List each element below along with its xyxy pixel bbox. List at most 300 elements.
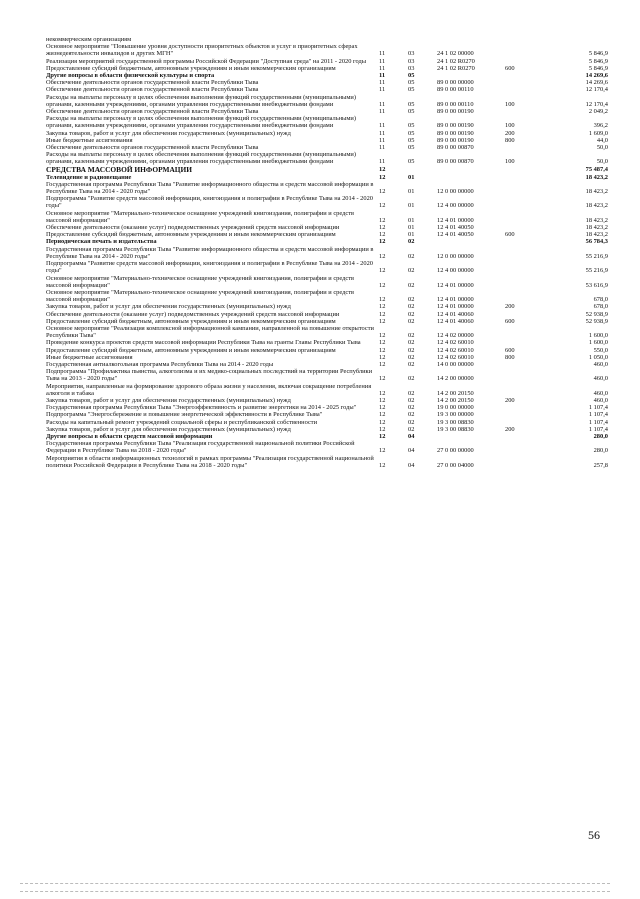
target-article-cell: 24 1 02 R0270 — [437, 64, 475, 72]
amount-cell: 460,0 — [593, 360, 608, 368]
expense-type-cell — [505, 181, 540, 195]
table-row — [46, 246, 608, 260]
table-row — [46, 151, 608, 165]
amount-cell: 56 784,3 — [585, 238, 608, 246]
row-name-cell: Государственная программа Республики Тыва "Энергоэффективность и развитие энергетики на 2014 - 2025 годы" — [46, 404, 357, 412]
row-name-cell: Телевидение и радиовещание — [46, 173, 132, 181]
target-article-cell: 14 2 00 20150 — [437, 396, 474, 404]
expense-type-cell — [505, 144, 540, 151]
amount-cell: 18 423,2 — [585, 216, 608, 224]
row-name-cell: Обеспечение деятельности (оказание услуг) подведомственных учреждений средств массовой информации — [46, 310, 340, 318]
scan-artifact-line — [20, 891, 610, 892]
subsection-code-cell: 05 — [408, 144, 415, 152]
table-row — [46, 108, 608, 115]
row-name-cell: Закупка товаров, работ и услуг для обеспечения государственных (муниципальных) нужд — [46, 396, 291, 404]
subsection-code-cell: 05 — [408, 86, 415, 94]
section-code-cell: 12 — [379, 432, 386, 440]
subsection-code-cell: 02 — [408, 317, 415, 325]
amount-cell: 678,0 — [593, 296, 608, 304]
row-name-cell: Мероприятия в области информационных технологий в рамках программы "Реализация государственной национальной политики Российской Федерации в Республике Тыва на 2018 - 2020 годы" — [46, 454, 374, 469]
row-name-cell: Основное мероприятие "Материально-техническое оснащение учреждений книгоиздания, полиграфии и средств массовой информации" — [46, 209, 355, 224]
expense-type-cell: 200 — [505, 303, 515, 311]
row-name-cell: Основное мероприятие "Материально-техническое оснащение учреждений книгоиздания, полиграфии и средств массовой информации" — [46, 274, 355, 289]
subsection-code-cell: 05 — [408, 72, 415, 80]
section-code-cell: 12 — [379, 375, 386, 383]
subsection-code-cell: 02 — [408, 396, 415, 404]
row-name-cell: Проведение конкурса проектов средств массовой информации Республики Тыва на гранты Главы Республики Тыва — [46, 339, 361, 347]
row-name-cell: Подпрограмма "Развитие средств массовой информации, книгоиздания и полиграфии в Республике Тыва на 2014 - 2020 годы" — [46, 195, 373, 210]
row-name-cell: Предоставление субсидий бюджетным, автономным учреждениям и иным некоммерческим организациям — [46, 346, 336, 354]
subsection-code-cell: 03 — [408, 64, 415, 72]
expense-type-cell: 100 — [505, 100, 515, 108]
section-code-cell: 12 — [379, 396, 386, 404]
expense-type-cell — [505, 174, 540, 181]
section-code-cell: 12 — [379, 447, 386, 455]
amount-cell: 55 216,9 — [585, 267, 608, 275]
table-row — [46, 404, 608, 411]
subsection-code-cell: 05 — [408, 136, 415, 144]
amount-cell: 280,0 — [593, 447, 608, 455]
expense-type-cell — [505, 455, 540, 469]
expense-type-cell — [505, 79, 540, 86]
amount-cell: 50,0 — [596, 144, 608, 152]
section-code-cell: 11 — [379, 86, 386, 94]
target-article-cell: 12 4 01 40060 — [437, 310, 474, 318]
expense-type-cell — [505, 43, 540, 57]
amount-cell: 1 107,4 — [588, 404, 608, 412]
target-article-cell: 12 4 00 00000 — [437, 202, 474, 210]
table-row — [46, 36, 608, 43]
target-article-cell: 12 0 00 00000 — [437, 252, 474, 260]
row-name-cell: Закупка товаров, работ и услуг для обеспечения государственных (муниципальных) нужд — [46, 303, 291, 311]
section-code-cell: 12 — [379, 202, 386, 210]
target-article-cell: 12 4 02 60010 — [437, 353, 474, 361]
amount-cell: 52 938,9 — [585, 317, 608, 325]
subsection-code-cell: 01 — [408, 188, 415, 196]
subsection-code-cell: 01 — [408, 224, 415, 232]
expense-type-cell — [505, 275, 540, 289]
amount-cell: 18 423,2 — [585, 202, 608, 210]
section-code-cell: 12 — [379, 281, 386, 289]
target-article-cell: 19 3 00 08830 — [437, 425, 474, 433]
target-article-cell: 14 0 00 00000 — [437, 360, 474, 368]
amount-cell: 5 846,9 — [588, 64, 608, 72]
row-name-cell: Расходы на капитальный ремонт учреждений социальной сферы и республиканской собственности — [46, 418, 318, 426]
section-code-cell: 12 — [379, 360, 386, 368]
target-article-cell: 89 0 00 00190 — [437, 108, 474, 116]
section-code-cell: 12 — [379, 238, 386, 246]
section-code-cell: 12 — [379, 353, 386, 361]
section-code-cell: 12 — [379, 173, 386, 181]
amount-cell: 1 600,0 — [588, 339, 608, 347]
section-code-cell: 12 — [379, 188, 386, 196]
expense-type-cell — [505, 224, 540, 231]
target-article-cell: 89 0 00 00870 — [437, 158, 474, 166]
table-row — [46, 419, 608, 426]
table-row — [46, 94, 608, 108]
subsection-code-cell: 01 — [408, 231, 415, 239]
section-code-cell: 12 — [379, 317, 386, 325]
section-code-cell: 12 — [379, 216, 386, 224]
section-code-cell: 12 — [379, 461, 386, 469]
row-name-cell: Обеспечение деятельности органов государственной власти Республики Тыва — [46, 86, 259, 94]
table-row — [46, 354, 608, 361]
amount-cell: 14 269,6 — [585, 72, 608, 80]
amount-cell: 18 423,2 — [585, 224, 608, 232]
table-row — [46, 260, 608, 274]
table-row — [46, 455, 608, 469]
expense-type-cell — [505, 440, 540, 454]
target-article-cell: 14 2 00 00000 — [437, 375, 474, 383]
target-article-cell: 89 0 00 00190 — [437, 129, 474, 137]
row-name-cell: Обеспечение деятельности (оказание услуг) подведомственных учреждений средств массовой информации — [46, 224, 340, 232]
expense-type-cell: 600 — [505, 346, 515, 354]
table-row — [46, 231, 608, 238]
subsection-code-cell: 02 — [408, 252, 415, 260]
table-row — [46, 433, 608, 440]
table-row — [46, 210, 608, 224]
expense-type-cell: 800 — [505, 136, 515, 144]
section-code-cell: 12 — [379, 425, 386, 433]
target-article-cell — [433, 433, 505, 440]
target-article-cell: 19 3 00 00000 — [437, 411, 474, 419]
table-row — [46, 86, 608, 93]
budget-table — [46, 36, 608, 469]
page-number: 56 — [588, 828, 600, 842]
expense-type-cell: 600 — [505, 64, 515, 72]
subsection-code-cell: 02 — [408, 375, 415, 383]
amount-cell: 257,8 — [593, 461, 608, 469]
table-row — [46, 440, 608, 454]
row-name-cell: Другие вопросы в области физической культуры и спорта — [46, 72, 215, 80]
table-row — [46, 289, 608, 303]
row-name-cell: Иные бюджетные ассигнования — [46, 353, 133, 361]
amount-cell: 18 423,2 — [585, 231, 608, 239]
expense-type-cell: 100 — [505, 122, 515, 130]
table-row — [46, 311, 608, 318]
expense-type-cell — [505, 36, 540, 43]
subsection-code-cell: 02 — [408, 418, 415, 426]
amount-cell: 2 049,2 — [588, 108, 608, 116]
row-name-cell: Закупка товаров, работ и услуг для обеспечения государственных (муниципальных) нужд — [46, 129, 291, 137]
target-article-cell — [433, 36, 505, 43]
table-row — [46, 325, 608, 339]
amount-cell: 1 107,4 — [588, 418, 608, 426]
table-row — [46, 115, 608, 129]
amount-cell: 75 487,4 — [585, 166, 608, 174]
expense-type-cell: 600 — [505, 317, 515, 325]
row-name-cell: Расходы на выплаты персоналу в целях обеспечения выполнения функций государственными (муниципальными) органами, казенными учреждениями, органами управления государственными внебюджетными фондами — [46, 151, 356, 166]
target-article-cell — [433, 166, 505, 174]
section-code-cell: 11 — [379, 158, 386, 166]
table-row — [46, 72, 608, 79]
section-code-cell: 11 — [379, 100, 386, 108]
amount-cell: 5 846,9 — [588, 50, 608, 58]
section-code-cell: 11 — [379, 50, 386, 58]
section-code-cell: 12 — [379, 303, 386, 311]
section-code-cell: 11 — [379, 144, 386, 152]
amount-cell: 280,0 — [593, 432, 608, 440]
target-article-cell: 19 0 00 00000 — [437, 404, 474, 412]
table-row — [46, 65, 608, 72]
section-code-cell: 12 — [379, 310, 386, 318]
row-name-cell: Основное мероприятие "Повышение уровня доступности приоритетных объектов и услуг в приоритетных сферах жизнедеятельности инвалидов и других МГН" — [46, 43, 358, 58]
table-row — [46, 130, 608, 137]
amount-cell: 396,2 — [593, 122, 608, 130]
section-code-cell: 12 — [379, 418, 386, 426]
subsection-code-cell: 02 — [408, 353, 415, 361]
expense-type-cell — [505, 260, 540, 274]
target-article-cell: 89 0 00 00110 — [437, 100, 474, 108]
table-row — [46, 166, 608, 174]
row-name-cell: Реализация мероприятий государственной программы Российской Федерации "Доступная среда" на 2011 - 2020 годы — [46, 57, 367, 65]
amount-cell: 678,0 — [593, 303, 608, 311]
section-code-cell: 11 — [379, 72, 386, 80]
section-code-cell: 12 — [379, 339, 386, 347]
target-article-cell: 24 1 02 00000 — [437, 50, 474, 58]
target-article-cell: 24 1 02 R0270 — [437, 57, 475, 65]
scan-artifact-line — [20, 883, 610, 884]
target-article-cell: 27 0 00 04000 — [437, 461, 474, 469]
section-code-cell: 12 — [379, 411, 386, 419]
expense-type-cell: 100 — [505, 158, 515, 166]
subsection-code-cell: 02 — [408, 339, 415, 347]
expense-type-cell — [505, 404, 540, 411]
subsection-code-cell: 05 — [408, 100, 415, 108]
expense-type-cell — [505, 58, 540, 65]
section-code-cell: 12 — [379, 296, 386, 304]
expense-type-cell: 200 — [505, 425, 515, 433]
target-article-cell: 12 4 01 00000 — [437, 303, 474, 311]
section-code-cell: 12 — [379, 404, 386, 412]
table-row — [46, 303, 608, 310]
section-code-cell — [379, 36, 406, 43]
amount-cell: 1 107,4 — [588, 425, 608, 433]
expense-type-cell — [505, 108, 540, 115]
section-code-cell: 12 — [379, 346, 386, 354]
row-name-cell: Периодическая печать и издательства — [46, 238, 157, 246]
target-article-cell: 12 4 01 40060 — [437, 317, 474, 325]
target-article-cell: 89 0 00 00190 — [437, 136, 474, 144]
expense-type-cell: 600 — [505, 231, 515, 239]
amount-cell — [540, 36, 608, 43]
table-row — [46, 383, 608, 397]
row-name-cell: Государственная антиалкогольная программа Республики Тыва на 2014 - 2020 годы — [46, 360, 274, 368]
budget-table-body — [46, 36, 608, 469]
amount-cell: 12 170,4 — [585, 86, 608, 94]
section-code-cell: 12 — [379, 252, 386, 260]
amount-cell: 18 423,2 — [585, 188, 608, 196]
amount-cell: 50,0 — [596, 158, 608, 166]
target-article-cell: 89 0 00 00110 — [437, 86, 474, 94]
expense-type-cell — [505, 246, 540, 260]
subsection-code-cell — [406, 166, 433, 174]
expense-type-cell — [505, 433, 540, 440]
section-code-cell: 11 — [379, 79, 386, 87]
subsection-code-cell: 02 — [408, 332, 415, 340]
expense-type-cell: 200 — [505, 396, 515, 404]
expense-type-cell — [505, 339, 540, 346]
table-row — [46, 43, 608, 57]
amount-cell: 14 269,6 — [585, 79, 608, 87]
row-name-cell: Государственная программа Республики Тыва "Развитие информационного общества и средств массовой информации в Республике Тыва на 2014 - 2020 годы" — [46, 180, 374, 196]
subsection-code-cell: 02 — [408, 303, 415, 311]
row-name-cell: Государственная программа Республики Тыва "Развитие информационного общества и средств массовой информации в Республике Тыва на 2014 - 2020 годы" — [46, 245, 374, 260]
subsection-code-cell: 01 — [408, 173, 415, 181]
section-code-cell: 11 — [379, 108, 386, 116]
target-article-cell: 12 4 01 40050 — [437, 224, 474, 232]
subsection-code-cell: 02 — [408, 267, 415, 275]
subsection-code-cell: 05 — [408, 122, 415, 130]
subsection-code-cell: 05 — [408, 108, 415, 116]
table-row — [46, 275, 608, 289]
row-name-cell: Государственная программа Республики Тыва "Реализация государственной национальной политики Российской Федерации в Республике Тыва на 2018 - 2020 годы" — [46, 440, 355, 455]
subsection-code-cell: 04 — [408, 447, 415, 455]
section-code-cell: 11 — [379, 122, 386, 130]
target-article-cell: 19 3 00 08830 — [437, 418, 474, 426]
expense-type-cell — [505, 166, 540, 174]
amount-cell: 53 616,9 — [585, 281, 608, 289]
target-article-cell: 89 0 00 00190 — [437, 122, 474, 130]
subsection-code-cell: 02 — [408, 238, 415, 246]
amount-cell: 1 600,0 — [588, 332, 608, 340]
subsection-code-cell — [406, 36, 433, 43]
subsection-code-cell: 02 — [408, 411, 415, 419]
table-row — [46, 347, 608, 354]
row-name-cell: Иные бюджетные ассигнования — [46, 136, 133, 144]
target-article-cell: 12 4 00 00000 — [437, 267, 474, 275]
expense-type-cell — [505, 210, 540, 224]
target-article-cell — [433, 174, 505, 181]
section-code-cell: 12 — [379, 166, 386, 174]
row-name-cell: Подпрограмма "Профилактика пьянства, алкоголизма и их медико-социальных последствий на территории Республики Тыва на 2013 - 2020 годы" — [46, 368, 373, 383]
amount-cell: 1 609,0 — [588, 129, 608, 137]
table-row — [46, 339, 608, 346]
section-code-cell: 12 — [379, 332, 386, 340]
section-code-cell: 12 — [379, 224, 386, 232]
target-article-cell: 89 0 00 00000 — [437, 79, 474, 87]
expense-type-cell — [505, 368, 540, 382]
table-row — [46, 368, 608, 382]
subsection-code-cell: 02 — [408, 296, 415, 304]
row-name-cell: Основное мероприятие "Материально-техническое оснащение учреждений книгоиздания, полиграфии и средств массовой информации" — [46, 288, 355, 304]
amount-cell: 18 423,2 — [585, 173, 608, 181]
section-code-cell: 11 — [379, 64, 386, 72]
table-row — [46, 79, 608, 86]
row-name-cell: Расходы на выплаты персоналу в целях обеспечения выполнения функций государственными (муниципальными) органами, казенными учреждениями, органами управления государственными внебюджетными фондами — [46, 115, 356, 130]
expense-type-cell — [505, 411, 540, 418]
subsection-code-cell: 02 — [408, 360, 415, 368]
section-code-cell: 11 — [379, 129, 386, 137]
target-article-cell: 12 4 01 00000 — [437, 216, 474, 224]
subsection-code-cell: 01 — [408, 202, 415, 210]
amount-cell: 460,0 — [593, 375, 608, 383]
table-row — [46, 58, 608, 65]
amount-cell: 44,0 — [596, 136, 608, 144]
row-name-cell: Расходы на выплаты персоналу в целях обеспечения выполнения функций государственными (муниципальными) органами, казенными учреждениями, органами управления государственными внебюджетными фондами — [46, 93, 356, 108]
subsection-code-cell: 03 — [408, 50, 415, 58]
expense-type-cell — [505, 289, 540, 303]
subsection-code-cell: 02 — [408, 404, 415, 412]
amount-cell: 12 170,4 — [585, 100, 608, 108]
target-article-cell: 12 4 01 00000 — [437, 296, 474, 304]
subsection-code-cell: 02 — [408, 346, 415, 354]
target-article-cell: 12 4 01 40050 — [437, 231, 474, 239]
table-row — [46, 238, 608, 245]
expense-type-cell — [505, 72, 540, 79]
section-code-cell: 11 — [379, 136, 386, 144]
subsection-code-cell: 03 — [408, 57, 415, 65]
expense-type-cell — [505, 325, 540, 339]
row-name-cell: СРЕДСТВА МАССОВОЙ ИНФОРМАЦИИ — [46, 164, 193, 174]
amount-cell: 5 846,9 — [588, 57, 608, 65]
table-row — [46, 195, 608, 209]
amount-cell: 1 050,0 — [588, 353, 608, 361]
expense-type-cell — [505, 383, 540, 397]
section-code-cell: 12 — [379, 231, 386, 239]
target-article-cell: 89 0 00 00870 — [437, 144, 474, 152]
target-article-cell — [433, 238, 505, 245]
row-name-cell: Другие вопросы в области средств массовой информации — [46, 432, 213, 440]
table-row — [46, 181, 608, 195]
amount-cell: 55 216,9 — [585, 252, 608, 260]
expense-type-cell — [505, 86, 540, 93]
row-name-cell: Обеспечение деятельности органов государственной власти Республики Тыва — [46, 79, 259, 87]
amount-cell: 52 938,9 — [585, 310, 608, 318]
row-name-cell: Предоставление субсидий бюджетным, автономным учреждениям и иным некоммерческим организациям — [46, 231, 336, 239]
row-name-cell: Закупка товаров, работ и услуг для обеспечения государственных (муниципальных) нужд — [46, 425, 291, 433]
target-article-cell: 14 2 00 20150 — [437, 389, 474, 397]
subsection-code-cell: 05 — [408, 79, 415, 87]
row-name-cell: Подпрограмма "Энергосбережение и повышение энергетической эффективности в Республике Тыва" — [46, 411, 323, 419]
section-code-cell: 11 — [379, 57, 386, 65]
table-row — [46, 174, 608, 181]
subsection-code-cell: 02 — [408, 310, 415, 318]
expense-type-cell — [505, 195, 540, 209]
subsection-code-cell: 02 — [408, 389, 415, 397]
expense-type-cell — [505, 311, 540, 318]
expense-type-cell: 200 — [505, 129, 515, 137]
row-name-cell: Подпрограмма "Развитие средств массовой информации, книгоиздания и полиграфии в Республике Тыва на 2014 - 2020 годы" — [46, 260, 373, 275]
expense-type-cell: 800 — [505, 353, 515, 361]
row-name-cell: Основное мероприятие "Реализация комплексной информационной кампании, направленной на повышение открытости Республики Тыва" — [46, 324, 374, 340]
subsection-code-cell: 04 — [408, 432, 415, 440]
table-row — [46, 397, 608, 404]
target-article-cell — [433, 72, 505, 79]
target-article-cell: 12 4 01 00000 — [437, 281, 474, 289]
subsection-code-cell: 02 — [408, 281, 415, 289]
row-name-cell: Обеспечение деятельности органов государственной власти Республики Тыва — [46, 144, 259, 152]
section-code-cell: 12 — [379, 267, 386, 275]
subsection-code-cell: 05 — [408, 129, 415, 137]
expense-type-cell — [505, 419, 540, 426]
table-row — [46, 318, 608, 325]
amount-cell: 550,0 — [593, 346, 608, 354]
table-row — [46, 411, 608, 418]
amount-cell: 460,0 — [593, 389, 608, 397]
target-article-cell: 27 0 00 00000 — [437, 447, 474, 455]
row-name-cell: некоммерческим организациям — [46, 36, 132, 43]
subsection-code-cell: 04 — [408, 461, 415, 469]
table-row — [46, 224, 608, 231]
subsection-code-cell: 01 — [408, 216, 415, 224]
table-row — [46, 137, 608, 144]
expense-type-cell — [505, 361, 540, 368]
row-name-cell: Предоставление субсидий бюджетным, автономным учреждениям и иным некоммерческим организациям — [46, 64, 336, 72]
row-name-cell: Мероприятия, направленные на формирование здорового образа жизни у населения, включая сокращение потребления алкоголя и табака — [46, 382, 372, 397]
table-row — [46, 426, 608, 433]
section-code-cell: 12 — [379, 389, 386, 397]
